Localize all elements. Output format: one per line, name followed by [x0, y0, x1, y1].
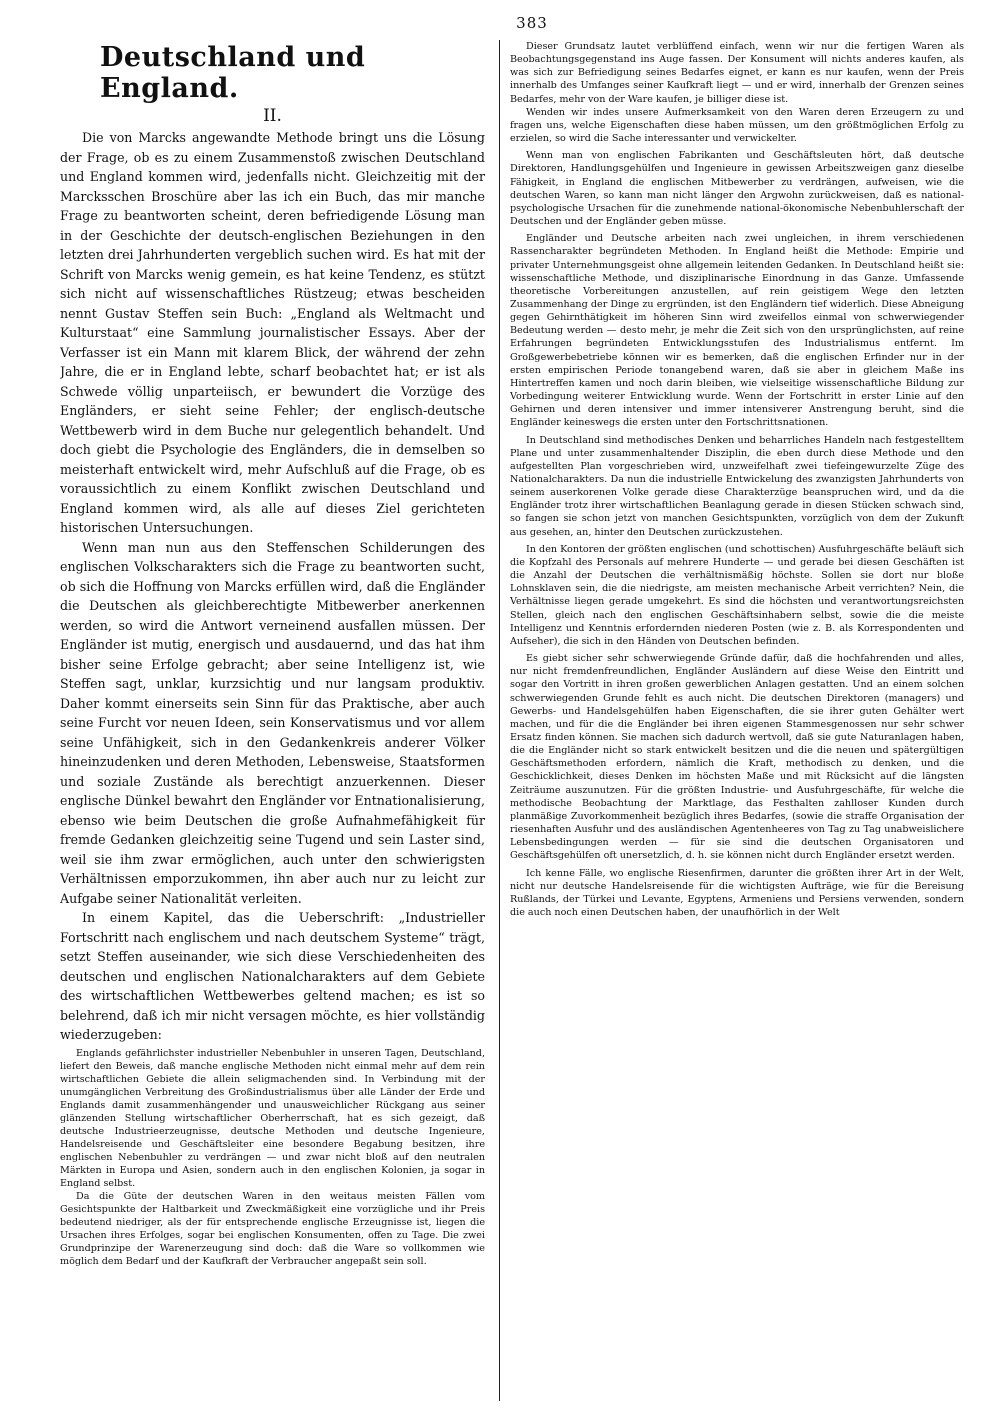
quote-paragraph: Englands gefährlichster industrieller Nebenbuhler in unseren Tagen, Deutschland, liefert den Beweis, daß manche englische Methoden nicht einmal mehr auf dem rein wirtschaftlichen Gebiete die allein seligmachenden sind. In Verbindung mit der unumgänglichen Verbreitung des Großindustrialismus über alle Länder der Erde und Englands damit zusammenhängender und unausweichlicher Rückgang aus seiner glänzenden Stellung wirtschaftlicher Oberherrschaft, hat es sich gezeigt, daß deutsche Industrieerzeugnisse, deutsche Methoden und deutsche Ingenieure, Handelsreisende und Geschäftsleiter eine besondere Begabung besitzen, ihre englischen Nebenbuhler zu verdrängen — und zwar nicht bloß auf den neutralen Märkten in Europa und Asien, sondern auch in den englischen Kolonien, ja sogar in England selbst. — [60, 1047, 485, 1189]
article-title: Deutschland und England. — [100, 42, 366, 104]
left-column — [60, 40, 493, 1401]
left-paragraph: Wenn man nun aus den Steffenschen Schilderungen des englischen Volkscharakters sich die Frage zu beantworten sucht, ob sich die Hoffnung von Marcks erfüllen wird, daß die Engländer die Deutschen als gleichberechtigte Mitbewerber anerkennen werden, so wird die Antwort verneinend ausfallen müssen. Der Engländer ist mutig, energisch und ausdauernd, und das hat ihm bisher seine Erfolge gebracht; aber seine Intelligenz ist, wie Steffen sagt, unklar, kurzsichtig und nur langsam produktiv. Daher kommt einerseits sein Sinn für das Praktische, aber auch seine Furcht vor neuen Ideen, sein Konservatismus und vor allem seine Unfähigkeit, sich in den Gedankenkreis anderer Völker hineinzudenken und deren Methoden, Lebensweise, Staatsformen und soziale Zustände als berechtigt anzuerkennen. Dieser englische Dünkel bewahrt den Engländer vor Entnationalisierung, ebenso wie beim Deutschen die große Aufnahmefähigkeit für fremde Gedanken gleichzeitig seine Tugend und sein Laster sind, weil sie ihm zwar ermöglichen, auch unter den schwierigsten Verhältnissen emporzukommen, ihn aber auch nur zu leicht zur Aufgabe seiner Nationalität verleiten. — [60, 539, 485, 906]
left-paragraph: In einem Kapitel, das die Ueberschrift: „Industrieller Fortschritt nach englischem und nach deutschem Systeme“ trägt, setzt Steffen auseinander, wie sich diese Verschiedenheiten des deutschen und englischen Nationalcharakters auf dem Gebiete des wirtschaftlichen Wettbewerbes geltend machen; es ist so belehrend, daß ich mir nicht versagen möchte, es hier vollständig wiederzugeben: — [60, 910, 485, 1042]
quoted-passage — [60, 1047, 485, 1268]
section-number: II. — [263, 106, 282, 126]
right-paragraph: Es giebt sicher sehr schwerwiegende Gründe dafür, daß die hochfahrenden und alles, nur nicht fremdenfreundlichen, Engländer Ausländern auf diese Weise den Eintritt und sogar den Vortritt in ihren großen gewerblichen Anlagen gestatten. Und an einem solchen schwerwiegenden Grunde fehlt es auch nicht. Die deutschen Direktoren (managers) und Gewerbs- und Handelsgehülfen haben Eigenschaften, die sie ihrer guten Gehälter wert machen, und für die die Engländer bei ihren eigenen Stammesgenossen nur sehr schwer Ersatz finden können. Sie machen sich dadurch wertvoll, daß sie gute Naturanlagen haben, die die Engländer nicht so stark entwickelt besitzen und die die neuen und spätergültigen Geschäftsmethoden erfordern, nämlich die Kraft, methodisch zu denken, und die Geschicklichkeit, dieses Denken im höchsten Maße und mit Rücksicht auf die längsten Zeiträume auszunutzen. Für die größten Industrie- und Ausfuhrgeschäfte, für welche die methodische Beobachtung der Marktlage, das Festhalten zahlloser Kunden durch planmäßige Zuvorkommenheit bezüglich ihres Bedarfes, (sowie die straffe Organisation der riesenhaften Ausfuhr und des ausländischen Agentenheeres von Tag zu Tag unabweislichere Lebensbedingungen werden — für sie sind die deutschen Organisatoren und Geschäftsgehülfen oft unersetzlich, d. h. sie können nicht durch Engländer ersetzt werden. — [510, 653, 964, 862]
column-divider — [499, 40, 500, 1401]
left-body — [60, 128, 485, 1045]
quote-paragraph: Da die Güte der deutschen Waren in den weitaus meisten Fällen vom Gesichtspunkte der Haltbarkeit und Zweckmäßigkeit eine vorzügliche und ihr Preis bedeutend niedriger, als der für entsprechende englische Erzeugnisse ist, liegen die Ursachen ihres Erfolges, sogar bei englischen Konsumenten, offen zu Tage. Die zwei Grundprinzipe der Warenerzeugung sind doch: daß die Ware so vollkommen wie möglich dem Bedarf und der Kaufkraft der Verbraucher angepaßt sein soll. — [60, 1190, 485, 1267]
right-paragraph: In den Kontoren der größten englischen (und schottischen) Ausfuhrgeschäfte beläuft sich die Kopfzahl des Personals auf mehrere Hunderte — und gerade bei diesen Geschäften ist die Anzahl der Deutschen die verhältnismäßig höchste. Sollen sie dort nur bloße Lohnsklaven sein, die die niedrigste, am meisten mechanische Arbeit verrichten? Nein, die Verhältnisse liegen gerade umgekehrt. Es sind die höchsten und verantwortungsreichsten Stellen, gleich nach den englischen Geschäftsinhabern selbst, sowie die die meiste Intelligenz und Kenntnis erfordernden niederen Posten (wie z. B. als Korrespondenten und Aufseher), die sich in den Händen von Deutschen befinden. — [510, 543, 964, 647]
right-paragraph: Wenn man von englischen Fabrikanten und Geschäftsleuten hört, daß deutsche Direktoren, Handlungsgehülfen und Ingenieure in gewissen Arbeitszweigen ganz dieselbe Fähigkeit, in England die englischen Mitbewerber zu verdrängen, aufweisen, wie die deutschen Waren, so kann man nicht länger den Argwohn zurückweisen, daß es national-psychologische Ursachen für die zunehmende national-ökonomische Nebenbuhlerschaft der Deutschen und der Engländer geben müsse. — [510, 150, 964, 228]
page-number: 383 — [516, 14, 548, 32]
right-paragraph: Dieser Grundsatz lautet verblüffend einfach, wenn wir nur die fertigen Waren als Beobachtungsgegenstand ins Auge fassen. Der Konsument will nichts anderes kaufen, als was sich zur Befriedigung seines Bedarfes eignet, er kann es nur kaufen, wenn der Preis innerhalb des Umfanges seiner Kaufkraft liegt — und er wird, innerhalb der Grenzen seines Bedarfes, mehr von der Ware kaufen, je billiger diese ist. — [510, 41, 964, 105]
right-paragraph: In Deutschland sind methodisches Denken und beharrliches Handeln nach festgestelltem Plane und unter zusammenhaltender Disziplin, die eben durch diese Methode und den aufgestellten Plan vorgeschrieben wird, unzweifelhaft zwei tiefeingewurzelte Züge des Nationalcharakters. Da nun die industrielle Entwickelung des zwanzigsten Jahrhunderts von seinem auserkorenen Volke gerade diese Charakterzüge beanspruchen wird, und da die Engländer trotz ihrer wirtschaftlichen Beanlagung gerade in diesen Stücken schwach sind, so fangen sie schon jetzt von manchen Gesichtspunkten, vorzüglich von dem der Zukunft aus gesehen, an, hinter den Deutschen zurückzustehen. — [510, 434, 964, 538]
left-paragraph: Die von Marcks angewandte Methode bringt uns die Lösung der Frage, ob es zu einem Zusammenstoß zwischen Deutschland und England kommen wird, jedenfalls nicht. Gleichzeitig mit der Marcksschen Broschüre aber las ich ein Buch, das mir manche Frage zu beantworten scheint, deren befriedigende Lösung man in der Geschichte der deutsch-englischen Beziehungen in den letzten drei Jahrhunderten vergeblich suchen wird. Es hat mit der Schrift von Marcks wenig gemein, es hat keine Tendenz, es stützt sich nicht auf wissenschaftliches Rüstzeug; etwas bescheiden nennt Gustav Steffen sein Buch: „England als Weltmacht und Kulturstaat“ eine Sammlung journalistischer Essays. Aber der Verfasser ist ein Mann mit klarem Blick, der während der zehn Jahre, die er in England lebte, scharf beobachtet hat; er ist als Schwede völlig unparteiisch, er bewundert die Vorzüge des Engländers, er sieht seine Fehler; der englisch-deutsche Wettbewerb wird in dem Buche nur gelegentlich behandelt. Und doch giebt die Psychologie des Engländers, die in demselben so meisterhaft entwickelt wird, mehr Aufschluß auf die Frage, ob es voraussichtlich zu einem Konflikt zwischen Deutschland und England kommen wird, als alle auf dieses Ziel gerichteten historischen Untersuchungen. — [60, 130, 485, 535]
right-paragraph: Ich kenne Fälle, wo englische Riesenfirmen, darunter die größten ihrer Art in der Welt, nicht nur deutsche Handelsreisende für die wichtigsten Aufträge, wie für die Bereisung Rußlands, der Türkei und Levante, Egyptens, Armeniens und Persiens verwenden, sondern die auch noch einen Deutschen haben, der unaufhörlich in der Welt — [510, 867, 964, 918]
right-column — [506, 40, 964, 1401]
columns — [60, 40, 964, 1401]
right-paragraph: Wenden wir indes unsere Aufmerksamkeit von den Waren deren Erzeugern zu und fragen uns, welche Eigenschaften diese haben müssen, um den größtmöglichen Erfolg zu erzielen, so wird die Sache interessanter und verwickelter. — [510, 106, 964, 145]
right-paragraph: Engländer und Deutsche arbeiten nach zwei ungleichen, in ihrem verschiedenen Rassencharakter begründeten Methoden. In England heißt die Methode: Empirie und privater Unternehmungsgeist ohne allgemein leitenden Gedanken. In Deutschland heißt sie: wissenschaftliche Methode, und disziplinarische Einordnung in das Ganze. Umfassende theoretische Vorbereitungen anzustellen, auf rein geistigem Wege den letzten Zusammenhang der Dinge zu ergründen, ist den Engländern tief widerlich. Diese Abneigung gegen Gehirnthätigkeit im höheren Sinn wird zweifellos einmal von schwerwiegender Bedeutung werden — desto mehr, je mehr die Zeit sich von den ursprünglichsten, auf reine Erfahrungen begründeten Entwicklungsstufen des Industrialismus entfernt. Im Großgewerbebetriebe können wir es bemerken, daß die englischen Erfinder nur in der ersten empirischen Periode tonangebend waren, daß sie aber in gleichem Maße ins Hintertreffen kamen und noch darin bleiben, wie vielseitige wissenschaftliche Bildung zur Vorbedingung weiterer Entwicklung wurde. Wenn der Fortschritt in erster Linie auf den Gehirnen und deren intensiver und immer intensiverer Anstrengung beruht, sind die Engländer keineswegs die ersten unter den Fortschrittsnationen. — [510, 233, 964, 429]
